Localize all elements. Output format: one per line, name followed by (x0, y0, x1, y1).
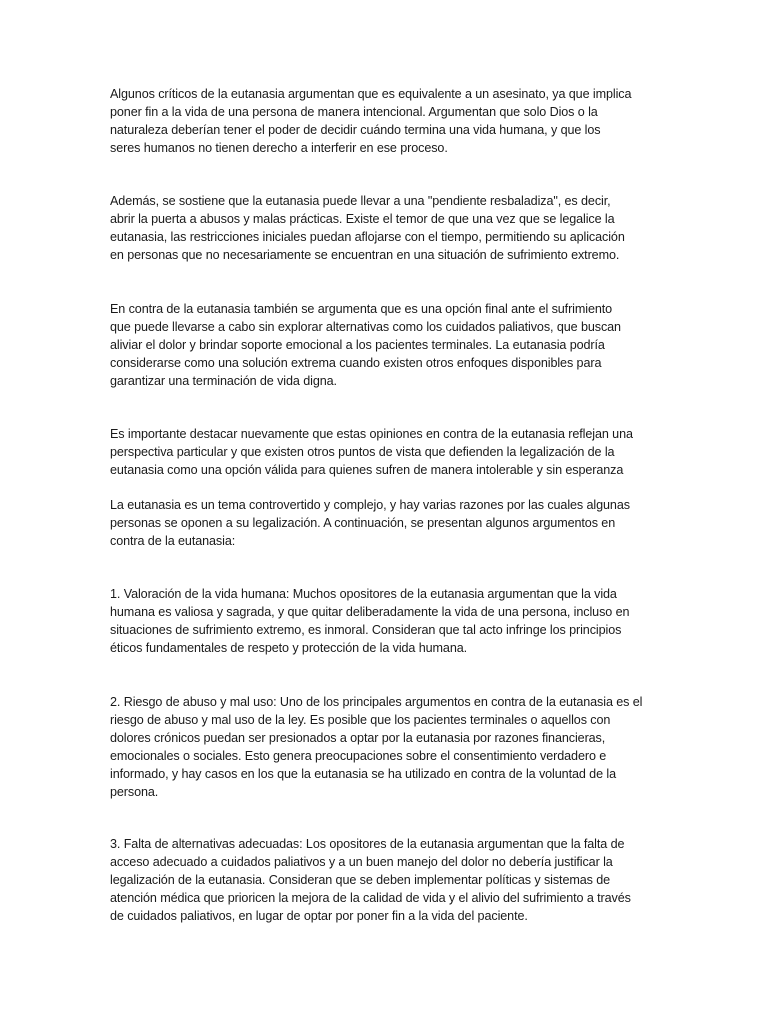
text-line: persona. (110, 785, 159, 799)
text-line: informado, y hay casos en los que la eutanasia se ha utilizado en contra de la voluntad de la (110, 767, 616, 781)
text-line: seres humanos no tienen derecho a interferir en ese proceso. (110, 141, 448, 155)
text-line: Algunos críticos de la eutanasia argumentan que es equivalente a un asesinato, ya que implica (110, 87, 632, 101)
text-line: Además, se sostiene que la eutanasia puede llevar a una "pendiente resbaladiza", es decir, (110, 194, 611, 208)
text-line: En contra de la eutanasia también se argumenta que es una opción final ante el sufrimiento (110, 302, 613, 316)
text-line: éticos fundamentales de respeto y protección de la vida humana. (110, 641, 468, 655)
text-line: 1. Valoración de la vida humana: Muchos opositores de la eutanasia argumentan que la vida (110, 587, 617, 601)
paragraph-argument-1 (110, 585, 662, 657)
text-line: 2. Riesgo de abuso y mal uso: Uno de los principales argumentos en contra de la eutanasia es el (110, 695, 643, 709)
text-line: 3. Falta de alternativas adecuadas: Los opositores de la eutanasia argumentan que la falta de (110, 837, 625, 851)
paragraph-argument-2 (110, 693, 662, 801)
paragraph-argument-3 (110, 835, 662, 925)
text-line: situaciones de sufrimiento extremo, es inmoral. Consideran que tal acto infringe los principios (110, 623, 622, 637)
text-line: legalización de la eutanasia. Consideran que se deben implementar políticas y sistemas de (110, 873, 611, 887)
paragraph-critics-murder (110, 85, 662, 157)
text-line: de cuidados paliativos, en lugar de optar por poner fin a la vida del paciente. (110, 909, 528, 923)
paragraph-important-note (110, 425, 662, 479)
text-line: riesgo de abuso y mal uso de la ley. Es posible que los pacientes terminales o aquellos con (110, 713, 611, 727)
text-line: Es importante destacar nuevamente que estas opiniones en contra de la eutanasia reflejan una (110, 427, 633, 441)
text-line: humana es valiosa y sagrada, y que quitar deliberadamente la vida de una persona, incluso en (110, 605, 630, 619)
text-line: perspectiva particular y que existen otros puntos de vista que defienden la legalización de la (110, 445, 615, 459)
text-line: contra de la eutanasia: (110, 534, 236, 548)
text-line: garantizar una terminación de vida digna. (110, 374, 337, 388)
text-line: eutanasia como una opción válida para quienes sufren de manera intolerable y sin esperanza (110, 463, 624, 477)
text-line: que puede llevarse a cabo sin explorar alternativas como los cuidados paliativos, que buscan (110, 320, 621, 334)
text-line: considerarse como una solución extrema cuando existen otros enfoques disponibles para (110, 356, 602, 370)
text-line: atención médica que prioricen la mejora de la calidad de vida y el alivio del sufrimiento a través (110, 891, 631, 905)
text-line: emocionales o sociales. Esto genera preocupaciones sobre el consentimiento verdadero e (110, 749, 607, 763)
text-line: personas se oponen a su legalización. A continuación, se presentan algunos argumentos en (110, 516, 616, 530)
text-line: poner fin a la vida de una persona de manera intencional. Argumentan que solo Dios o la (110, 105, 598, 119)
text-line: La eutanasia es un tema controvertido y complejo, y hay varias razones por las cuales algunas (110, 498, 630, 512)
text-line: naturaleza deberían tener el poder de decidir cuándo termina una vida humana, y que los (110, 123, 601, 137)
text-line: acceso adecuado a cuidados paliativos y a un buen manejo del dolor no debería justificar la (110, 855, 613, 869)
text-line: abrir la puerta a abusos y malas prácticas. Existe el temor de que una vez que se legalice la (110, 212, 615, 226)
text-line: aliviar el dolor y brindar soporte emocional a los pacientes terminales. La eutanasia podría (110, 338, 605, 352)
text-line: dolores crónicos puedan ser presionados a optar por la eutanasia por razones financieras, (110, 731, 606, 745)
paragraph-slippery-slope (110, 192, 662, 264)
paragraph-final-option (110, 300, 662, 390)
text-line: en personas que no necesariamente se encuentran en una situación de sufrimiento extremo. (110, 248, 620, 262)
text-line: eutanasia, las restricciones iniciales puedan aflojarse con el tiempo, permitiendo su aplicación (110, 230, 625, 244)
paragraph-intro-arguments (110, 496, 662, 550)
